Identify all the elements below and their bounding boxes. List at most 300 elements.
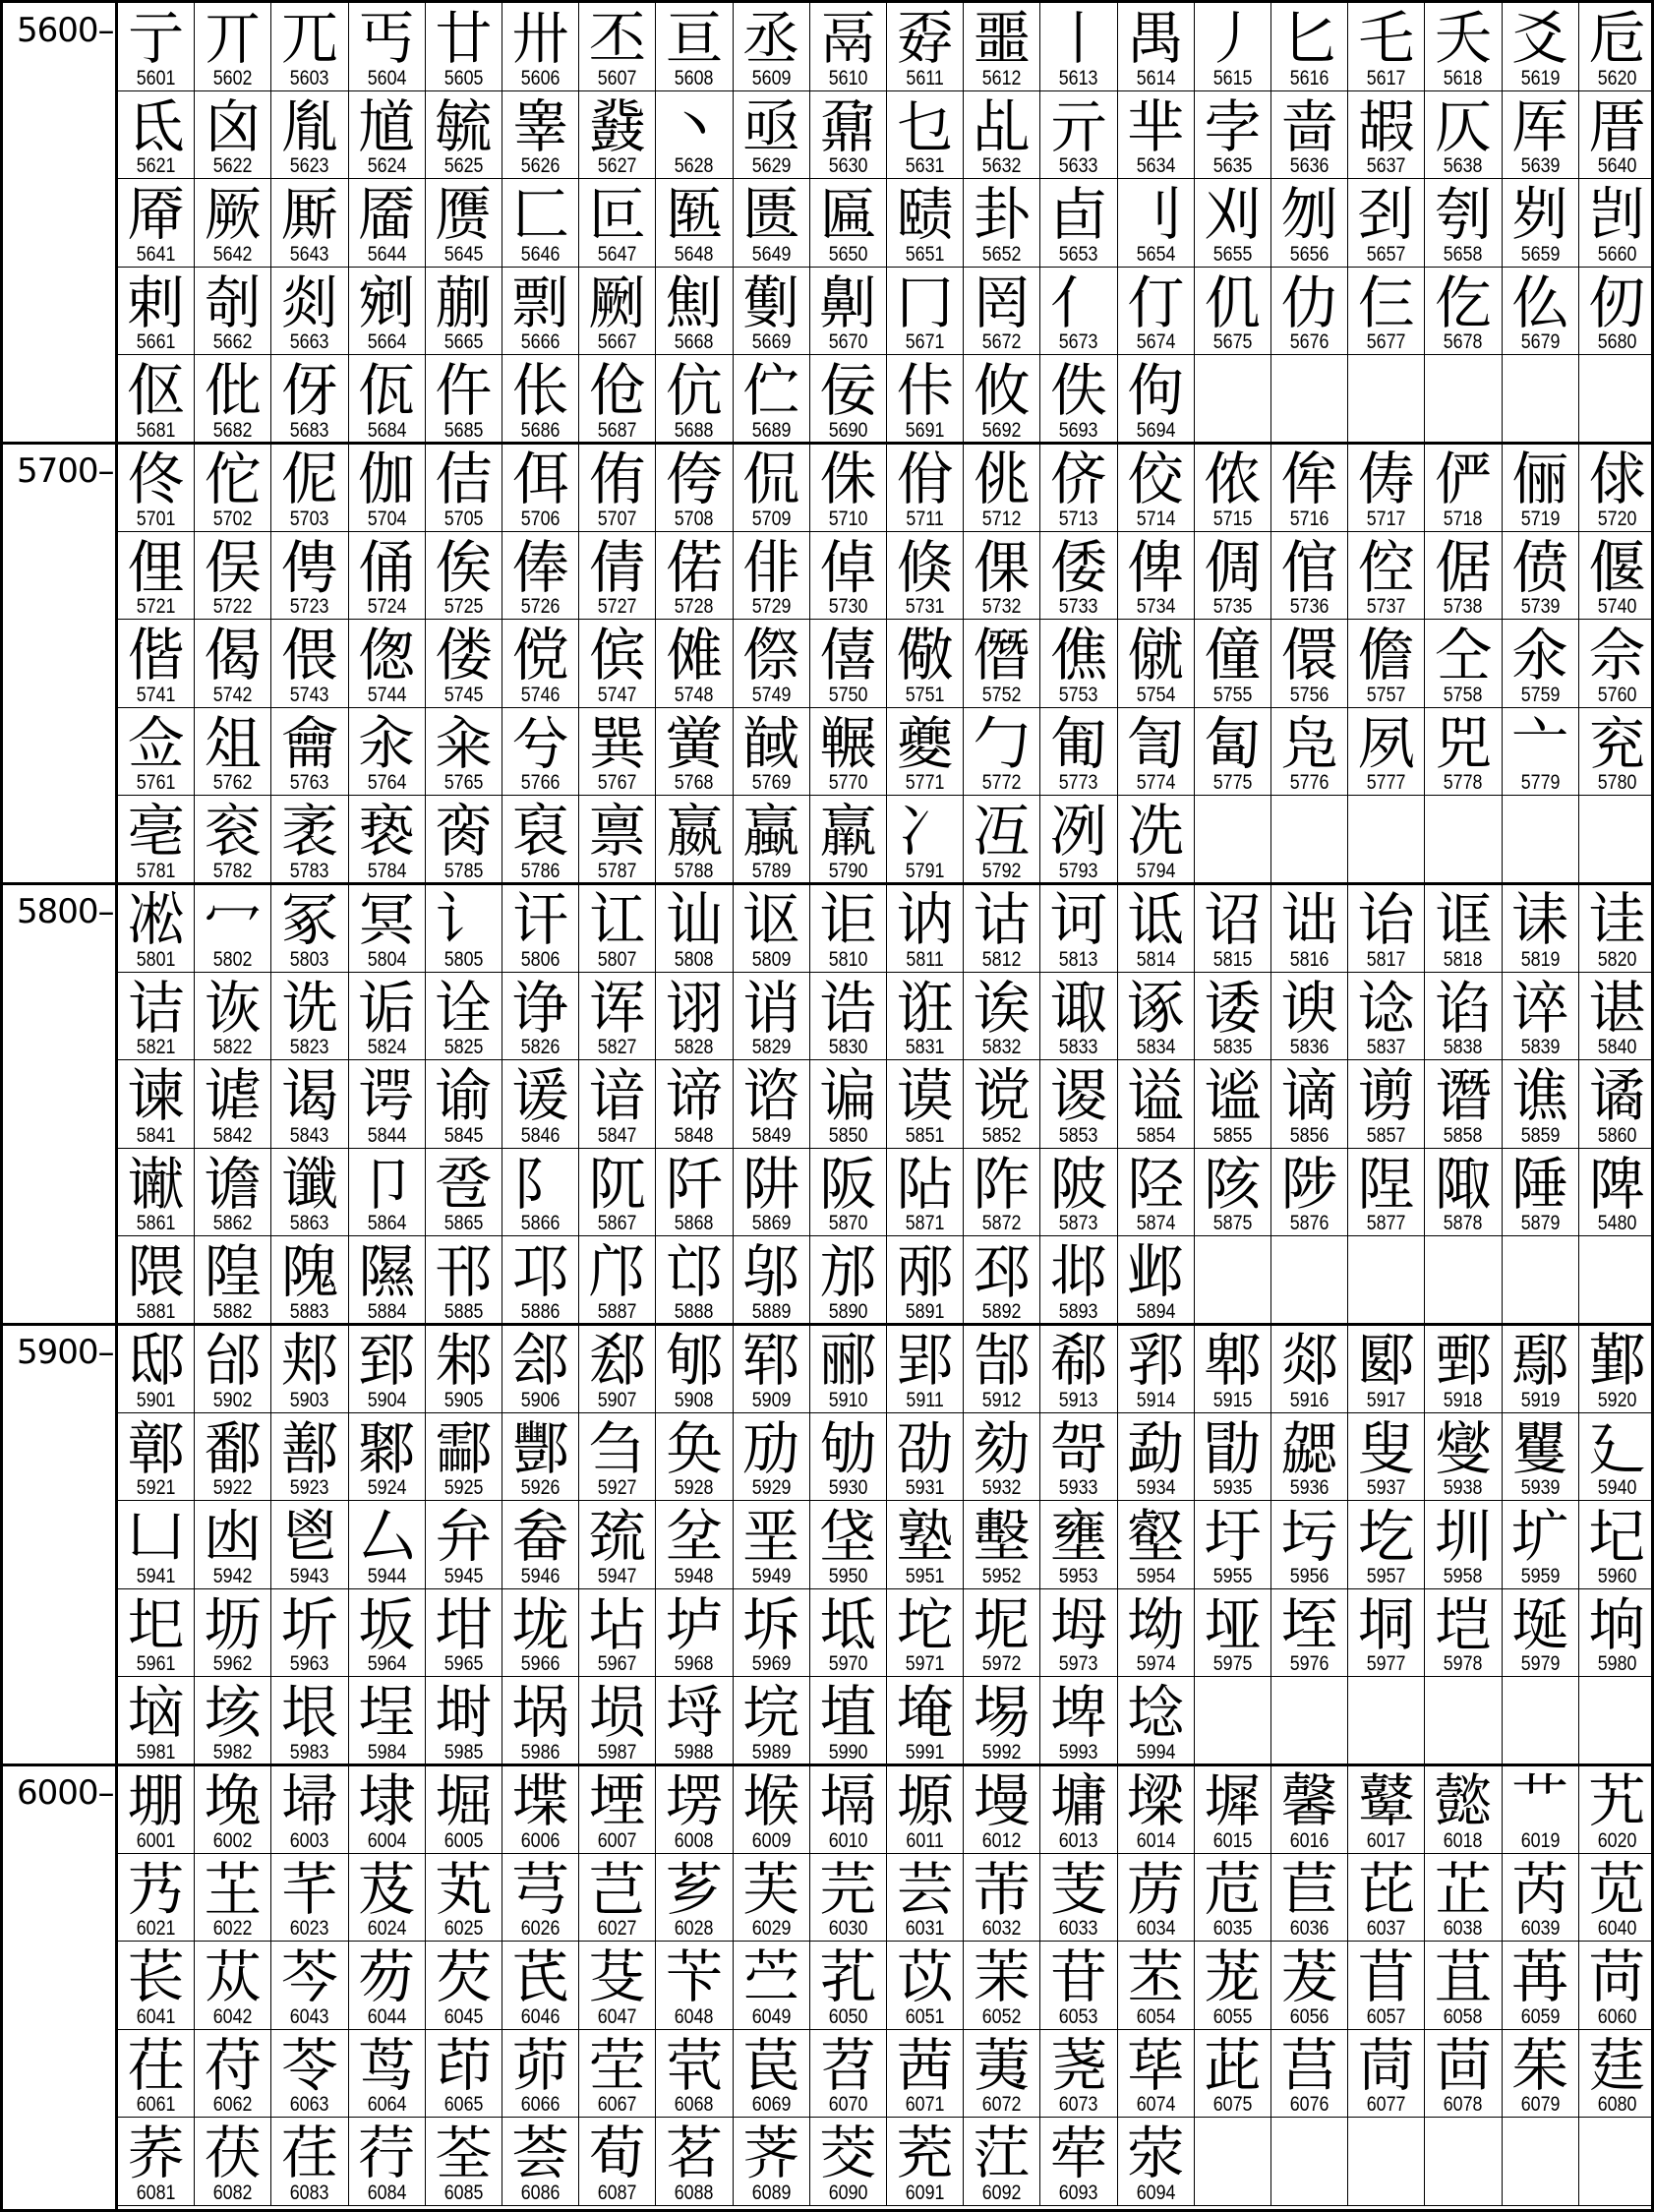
- char-glyph: 谘: [742, 1062, 800, 1130]
- char-cell: [1348, 1501, 1425, 1589]
- char-glyph: 夔: [896, 709, 954, 777]
- char-cell: [579, 1325, 656, 1413]
- char-cell: [964, 3, 1040, 91]
- char-code: 5675: [1212, 330, 1253, 354]
- char-glyph: 埒: [665, 1679, 723, 1747]
- char-glyph: 谫: [1357, 1062, 1415, 1130]
- char-cell: [1118, 91, 1195, 180]
- char-glyph: 脔: [435, 798, 493, 866]
- char-code: 5669: [751, 330, 792, 354]
- char-cell: [1195, 1765, 1271, 1854]
- char-code: 5830: [828, 1036, 868, 1059]
- char-cell: [887, 973, 964, 1061]
- char-cell: [964, 973, 1040, 1061]
- char-glyph: 邡: [819, 1238, 877, 1306]
- char-cell: [195, 1765, 271, 1854]
- char-code: 5632: [981, 154, 1022, 178]
- char-cell: [810, 1149, 887, 1237]
- char-cell: [426, 1325, 502, 1413]
- char-code: 6073: [1059, 2093, 1098, 2117]
- char-cell: [964, 796, 1040, 884]
- char-code: 5915: [1212, 1388, 1253, 1411]
- char-code: 5976: [1289, 1652, 1329, 1676]
- char-code: 5984: [367, 1740, 407, 1764]
- char-glyph: 倨: [1434, 533, 1492, 601]
- char-cell: [810, 620, 887, 708]
- char-cell: [1425, 91, 1502, 180]
- char-glyph: 茗: [665, 2120, 723, 2187]
- char-code: 5634: [1136, 154, 1176, 178]
- char-cell: [1348, 620, 1425, 708]
- char-glyph: 剽: [511, 269, 569, 336]
- char-cell: [887, 2118, 964, 2206]
- char-cell: [810, 91, 887, 180]
- char-glyph: 荠: [742, 2120, 800, 2187]
- char-code: 5834: [1136, 1036, 1176, 1059]
- char-code: 5840: [1597, 1036, 1637, 1059]
- char-glyph: 芴: [358, 1943, 416, 2011]
- char-code: 5869: [751, 1212, 792, 1235]
- char-code: 5933: [1059, 1476, 1098, 1500]
- char-code: 6008: [675, 1828, 714, 1852]
- char-cell: [502, 708, 579, 797]
- char-glyph: 勐: [1127, 1414, 1185, 1482]
- char-cell: [1348, 1149, 1425, 1237]
- char-code: 6085: [443, 2181, 484, 2204]
- char-glyph: 刍: [588, 1414, 646, 1482]
- char-code: 5659: [1520, 242, 1561, 266]
- char-cell: [810, 3, 887, 91]
- char-code: 5670: [828, 330, 868, 354]
- char-glyph: 厶: [358, 1503, 416, 1571]
- char-glyph: 阼: [973, 1150, 1031, 1218]
- char-glyph: 谂: [1357, 974, 1415, 1042]
- char-cell: [502, 1325, 579, 1413]
- char-cell: [887, 1942, 964, 2030]
- char-code: 6029: [751, 1917, 792, 1941]
- char-code: 5990: [828, 1740, 868, 1764]
- char-cell: [502, 1942, 579, 2030]
- char-glyph: 茳: [973, 2120, 1031, 2187]
- char-glyph: 俾: [1127, 533, 1185, 601]
- char-cell: [579, 1501, 656, 1589]
- char-cell: [271, 1501, 348, 1589]
- char-cell: [502, 179, 579, 268]
- char-code: 5874: [1136, 1212, 1176, 1235]
- char-glyph: 佤: [358, 357, 416, 425]
- char-cell: [964, 1854, 1040, 1943]
- char-cell: [810, 444, 887, 532]
- char-code: 5759: [1520, 683, 1561, 706]
- char-glyph: 亻: [1049, 269, 1107, 336]
- char-cell: [964, 91, 1040, 180]
- char-code: 5622: [212, 154, 253, 178]
- char-cell: [734, 1765, 810, 1854]
- char-code: 5865: [443, 1212, 484, 1235]
- char-cell: [1503, 1501, 1579, 1589]
- char-cell: [271, 973, 348, 1061]
- char-cell: [1503, 1413, 1579, 1502]
- char-cell: [349, 1854, 426, 1943]
- char-glyph: 鼙: [1357, 1767, 1415, 1834]
- char-cell: [1503, 884, 1579, 973]
- char-cell: [1118, 1149, 1195, 1237]
- char-code: 5647: [597, 242, 637, 266]
- char-code: 6092: [981, 2181, 1022, 2204]
- char-code: 5691: [905, 418, 945, 442]
- char-code: 5661: [136, 330, 176, 354]
- char-glyph: 郐: [511, 1327, 569, 1394]
- char-code: 5760: [1597, 683, 1637, 706]
- char-cell: [118, 1413, 195, 1502]
- char-code: 5885: [443, 1299, 484, 1323]
- char-cell: [118, 1677, 195, 1765]
- char-glyph: 刎: [1280, 181, 1338, 249]
- char-glyph: 墚: [1127, 1767, 1185, 1834]
- char-glyph: 埏: [1511, 1590, 1569, 1658]
- char-cell: [118, 1854, 195, 1943]
- char-cell: [349, 1942, 426, 2030]
- char-cell: [349, 2118, 426, 2206]
- char-glyph: 苎: [742, 1943, 800, 2011]
- char-glyph: 谟: [896, 1062, 954, 1130]
- char-cell: [1040, 1942, 1117, 2030]
- char-glyph: 谖: [511, 1062, 569, 1130]
- char-cell: [1271, 532, 1348, 621]
- char-glyph: 茯: [204, 2120, 262, 2187]
- char-code: 5937: [1366, 1476, 1406, 1500]
- char-cell: [1118, 1501, 1195, 1589]
- char-glyph: 讧: [588, 886, 646, 953]
- char-cell: [810, 179, 887, 268]
- char-code: 6084: [367, 2181, 407, 2204]
- empty-cell: [1579, 355, 1654, 444]
- char-cell: [887, 1060, 964, 1149]
- char-glyph: 僮: [1204, 622, 1262, 689]
- char-cell: [810, 796, 887, 884]
- char-code: 5960: [1597, 1564, 1637, 1587]
- char-code: 6033: [1059, 1917, 1098, 1941]
- char-glyph: 勹: [973, 709, 1031, 777]
- char-code: 5785: [443, 859, 484, 882]
- char-cell: [271, 532, 348, 621]
- char-glyph: 劁: [665, 269, 723, 336]
- char-cell: [810, 2118, 887, 2206]
- char-glyph: 巯: [588, 1503, 646, 1571]
- char-cell: [426, 1677, 502, 1765]
- char-glyph: 茱: [1511, 2031, 1569, 2099]
- char-code: 5651: [905, 242, 945, 266]
- char-glyph: 亠: [1511, 709, 1569, 777]
- char-glyph: 芊: [280, 1855, 338, 1923]
- char-code: 5756: [1289, 683, 1329, 706]
- char-code: 6016: [1289, 1828, 1329, 1852]
- char-code: 5746: [520, 683, 561, 706]
- char-glyph: 邝: [588, 1238, 646, 1306]
- char-cell: [734, 3, 810, 91]
- char-glyph: 茏: [1204, 1943, 1262, 2011]
- char-glyph: 丌: [204, 5, 262, 72]
- char-cell: [579, 3, 656, 91]
- char-code: 5745: [443, 683, 484, 706]
- char-glyph: 谕: [435, 1062, 493, 1130]
- char-cell: [118, 2030, 195, 2119]
- char-cell: [964, 444, 1040, 532]
- section-label: 5600–: [17, 11, 114, 50]
- char-cell: [1040, 620, 1117, 708]
- char-glyph: 荏: [280, 2120, 338, 2187]
- char-code: 5721: [136, 595, 176, 619]
- char-code: 5689: [751, 418, 792, 442]
- char-cell: [1195, 1149, 1271, 1237]
- char-cell: [656, 1325, 733, 1413]
- char-code: 6066: [520, 2093, 561, 2117]
- char-code: 5805: [443, 947, 484, 971]
- char-code: 5862: [212, 1212, 253, 1235]
- char-glyph: 芙: [742, 1855, 800, 1923]
- char-cell: [349, 1149, 426, 1237]
- char-code: 5790: [828, 859, 868, 882]
- char-cell: [1503, 1325, 1579, 1413]
- empty-cell: [1271, 2118, 1348, 2206]
- char-cell: [426, 444, 502, 532]
- char-glyph: 刂: [1127, 181, 1185, 249]
- char-cell: [1195, 1854, 1271, 1943]
- char-glyph: 偃: [1588, 533, 1646, 601]
- char-glyph: 伉: [665, 357, 723, 425]
- char-code: 5791: [905, 859, 945, 882]
- char-cell: [271, 1589, 348, 1678]
- char-code: 6019: [1520, 1828, 1561, 1852]
- char-glyph: 倮: [973, 533, 1031, 601]
- char-cell: [656, 1149, 733, 1237]
- char-glyph: 埚: [511, 1679, 569, 1747]
- char-glyph: 羸: [819, 798, 877, 866]
- char-code: 5781: [136, 859, 176, 882]
- char-code: 6023: [290, 1917, 329, 1941]
- char-code: 5816: [1289, 947, 1329, 971]
- char-code: 5868: [675, 1212, 714, 1235]
- char-cell: [502, 2030, 579, 2119]
- char-code: 5808: [675, 947, 714, 971]
- char-glyph: 茕: [665, 2031, 723, 2099]
- char-code: 5743: [290, 683, 329, 706]
- char-glyph: 卮: [1588, 5, 1646, 72]
- char-code: 5679: [1520, 330, 1561, 354]
- char-glyph: 堋: [127, 1767, 185, 1834]
- char-cell: [734, 708, 810, 797]
- char-glyph: 诹: [1049, 974, 1107, 1042]
- char-cell: [1579, 444, 1654, 532]
- char-glyph: 苠: [742, 2031, 800, 2099]
- char-cell: [271, 3, 348, 91]
- char-glyph: 偾: [1511, 533, 1569, 601]
- char-cell: [1579, 1413, 1654, 1502]
- char-code: 5917: [1366, 1388, 1406, 1411]
- char-glyph: 埭: [358, 1767, 416, 1834]
- char-glyph: 诂: [973, 886, 1031, 953]
- section-label: 5900–: [17, 1333, 114, 1372]
- char-glyph: 谇: [1511, 974, 1569, 1042]
- char-code: 6079: [1520, 2093, 1561, 2117]
- char-code: 5628: [675, 154, 714, 178]
- char-code: 6053: [1059, 2004, 1098, 2028]
- char-glyph: 冥: [358, 886, 416, 953]
- char-cell: [887, 268, 964, 356]
- char-cell: [195, 884, 271, 973]
- char-glyph: 苓: [280, 2031, 338, 2099]
- char-code: 5982: [212, 1740, 253, 1764]
- char-cell: [579, 444, 656, 532]
- char-code: 5718: [1444, 507, 1483, 530]
- char-cell: [656, 91, 733, 180]
- char-glyph: 僦: [1127, 622, 1185, 689]
- char-cell: [118, 1060, 195, 1149]
- char-code: 5824: [367, 1036, 407, 1059]
- char-glyph: 讴: [742, 886, 800, 953]
- char-glyph: 伲: [280, 446, 338, 512]
- char-cell: [579, 796, 656, 884]
- char-glyph: 籴: [435, 709, 493, 777]
- empty-cell: [1503, 355, 1579, 444]
- char-glyph: 艿: [127, 1855, 185, 1923]
- char-cell: [579, 1854, 656, 1943]
- char-cell: [1271, 708, 1348, 797]
- char-cell: [426, 973, 502, 1061]
- char-code: 5605: [443, 66, 484, 90]
- char-code: 5856: [1289, 1123, 1329, 1147]
- char-glyph: 厮: [280, 181, 338, 249]
- char-cell: [502, 91, 579, 180]
- char-cell: [734, 355, 810, 444]
- char-code: 5841: [136, 1123, 176, 1147]
- char-cell: [964, 1060, 1040, 1149]
- char-code: 5936: [1289, 1476, 1329, 1500]
- char-code: 5813: [1059, 947, 1098, 971]
- char-cell: [1118, 1854, 1195, 1943]
- char-code: 6020: [1597, 1828, 1637, 1852]
- char-cell: [502, 1589, 579, 1678]
- char-code: 5658: [1444, 242, 1483, 266]
- char-glyph: 郗: [1049, 1327, 1107, 1394]
- char-cell: [426, 3, 502, 91]
- char-code: 5919: [1520, 1388, 1561, 1411]
- char-glyph: 垓: [204, 1679, 262, 1747]
- char-code: 5703: [290, 507, 329, 530]
- char-code: 5610: [828, 66, 868, 90]
- char-glyph: 垅: [511, 1590, 569, 1658]
- char-glyph: 廴: [1588, 1414, 1646, 1482]
- char-code: 5845: [443, 1123, 484, 1147]
- char-cell: [1118, 1677, 1195, 1765]
- char-code: 5978: [1444, 1652, 1483, 1676]
- char-glyph: 夭: [1434, 5, 1492, 72]
- char-cell: [195, 91, 271, 180]
- char-glyph: 俜: [280, 533, 338, 601]
- char-code: 5603: [290, 66, 329, 90]
- char-code: 5959: [1520, 1564, 1561, 1587]
- char-glyph: 塾: [896, 1503, 954, 1571]
- char-cell: [502, 268, 579, 356]
- char-glyph: 儋: [1357, 622, 1415, 689]
- char-code: 5765: [443, 771, 484, 795]
- char-cell: [349, 708, 426, 797]
- char-cell: [1040, 1677, 1117, 1765]
- char-glyph: 陬: [1434, 1150, 1492, 1218]
- char-code: 5943: [290, 1564, 329, 1587]
- char-code: 6031: [905, 1917, 945, 1941]
- char-code: 5945: [443, 1564, 484, 1587]
- char-cell: [1118, 1765, 1195, 1854]
- char-glyph: 俑: [358, 533, 416, 601]
- char-cell: [810, 1325, 887, 1413]
- char-cell: [349, 179, 426, 268]
- char-glyph: 劭: [896, 1414, 954, 1482]
- char-code: 6034: [1136, 1917, 1176, 1941]
- char-code: 5913: [1059, 1388, 1098, 1411]
- char-code: 5991: [905, 1740, 945, 1764]
- char-glyph: 侪: [1049, 446, 1107, 512]
- char-code: 5948: [675, 1564, 714, 1587]
- char-cell: [195, 796, 271, 884]
- char-glyph: 埘: [435, 1679, 493, 1747]
- char-glyph: 邸: [127, 1327, 185, 1394]
- char-cell: [656, 1589, 733, 1678]
- char-glyph: 亍: [127, 5, 185, 72]
- char-cell: [271, 2030, 348, 2119]
- char-cell: [118, 355, 195, 444]
- char-code: 5640: [1597, 154, 1637, 178]
- char-code: 5741: [136, 683, 176, 706]
- char-code: 5773: [1059, 771, 1098, 795]
- char-cell: [426, 179, 502, 268]
- char-cell: [1195, 3, 1271, 91]
- char-glyph: 阽: [896, 1150, 954, 1218]
- char-code: 5980: [1597, 1652, 1637, 1676]
- char-glyph: 佘: [1588, 622, 1646, 689]
- char-glyph: 隰: [358, 1238, 416, 1306]
- char-code: 5833: [1059, 1036, 1098, 1059]
- char-code: 5614: [1136, 66, 1176, 90]
- char-code: 5639: [1520, 154, 1561, 178]
- char-glyph: 垴: [127, 1679, 185, 1747]
- char-code: 5702: [212, 507, 253, 530]
- char-cell: [118, 444, 195, 532]
- char-code: 5748: [675, 683, 714, 706]
- char-cell: [656, 3, 733, 91]
- char-cell: [964, 1413, 1040, 1502]
- char-cell: [271, 91, 348, 180]
- char-cell: [1271, 884, 1348, 973]
- char-glyph: 汆: [358, 709, 416, 777]
- char-code: 5863: [290, 1212, 329, 1235]
- char-cell: [349, 1677, 426, 1765]
- char-glyph: 伧: [588, 357, 646, 425]
- char-cell: [734, 1501, 810, 1589]
- char-glyph: 靥: [358, 181, 416, 249]
- char-glyph: 僭: [973, 622, 1031, 689]
- char-cell: [1503, 973, 1579, 1061]
- char-code: 6093: [1059, 2181, 1098, 2204]
- char-cell: [1425, 884, 1502, 973]
- char-cell: [1503, 2030, 1579, 2119]
- char-cell: [1348, 884, 1425, 973]
- char-cell: [964, 708, 1040, 797]
- char-glyph: 堍: [204, 1767, 262, 1834]
- char-cell: [271, 620, 348, 708]
- char-cell: [887, 796, 964, 884]
- char-code: 5694: [1136, 418, 1176, 442]
